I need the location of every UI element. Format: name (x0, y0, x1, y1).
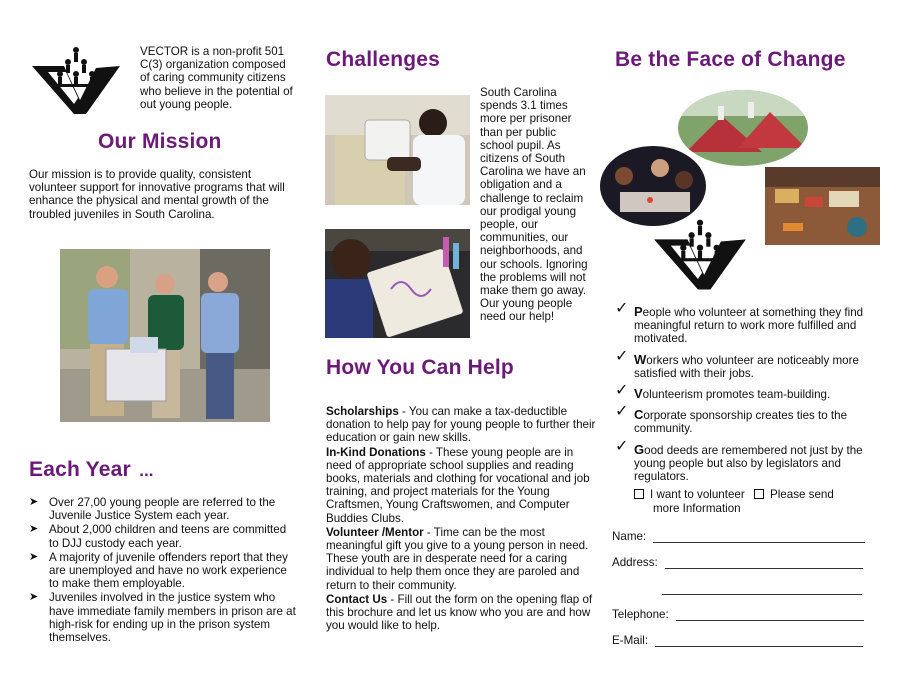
arrow-bullet-icon: ➤ (29, 496, 39, 508)
each-year-heading-wrap (29, 458, 153, 482)
volunteer-option[interactable]: I want to volunteer (634, 488, 745, 501)
info-option[interactable]: Please send (754, 488, 834, 501)
list-item: ✓ Good deeds are remembered not just by the young people but also by legislators and regulators. (615, 437, 863, 484)
name-field[interactable] (653, 532, 865, 543)
list-item: ➤ A majority of juvenile offenders report that they are unemployed and have no work experience to make them employable. (29, 550, 288, 591)
volunteers-photo (60, 249, 270, 422)
address-row-2 (662, 582, 862, 595)
mission-text: Our mission is to provide quality, consistent volunteer support for innovative programs that will enhance the physical and mental growth of the troubled juveniles in South Carolina. (29, 168, 285, 221)
telephone-field[interactable] (676, 610, 864, 621)
check-icon: ✓ (615, 347, 629, 365)
list-item: ➤ About 2,000 children and teens are committed to DJJ custody each year. (29, 523, 287, 550)
camping-photo (678, 90, 808, 166)
group-night-photo (600, 146, 706, 226)
help-item-contact: Contact Us - Fill out the form on the opening flap of this brochure and let us know who you are and how you would like to help. (326, 592, 593, 633)
check-icon: ✓ (615, 300, 629, 317)
email-field[interactable] (655, 636, 863, 647)
address-field-2[interactable] (662, 584, 862, 595)
info-checkbox[interactable] (754, 489, 764, 499)
telephone-label: Telephone: (612, 608, 669, 621)
each-year-ellipsis: ... (139, 461, 154, 480)
painting-photo (325, 229, 470, 338)
volunteer-checkbox[interactable] (634, 489, 644, 499)
address-field[interactable] (665, 558, 863, 569)
right-panel (600, 0, 900, 696)
help-heading: How You Can Help (326, 356, 514, 379)
face-of-change-heading: Be the Face of Change (615, 48, 846, 71)
check-icon: ✓ (615, 403, 629, 421)
challenges-text: South Carolina spends 3.1 times more per prisoner than per public school pupil. As citizens of South Carolina we have an obligation and a challenge to reclaim our prodigal young people, our communities, our neighborhoods, and our schools. Ignoring the problems will not make them go away. Our young people need our help! (480, 86, 588, 324)
arrow-bullet-icon: ➤ (29, 591, 39, 604)
email-row (612, 634, 863, 647)
name-label: Name: (612, 530, 647, 543)
each-year-list (27, 496, 299, 645)
info-option-line2: more Information (653, 502, 741, 515)
help-list (326, 405, 598, 633)
mission-heading: Our Mission (98, 130, 222, 153)
list-item: ➤ Juveniles involved in the justice system who have immediate family members in prison are at high-risk for ending up in the prison system themselves. (29, 591, 296, 645)
list-item: ➤ Over 27,00 young people are referred to the Juvenile Justice System each year. (29, 496, 276, 523)
left-panel (0, 0, 300, 696)
vector-logo (30, 44, 122, 116)
email-label: E-Mail: (612, 634, 649, 647)
crafts-photo (765, 167, 880, 245)
check-icon: ✓ (615, 437, 629, 455)
list-item: ✓ Workers who volunteer are noticeably more satisfied with their jobs. (615, 347, 859, 380)
check-icon: ✓ (615, 382, 629, 400)
address-label: Address: (612, 556, 658, 569)
list-item: ✓ People who volunteer at something they find meaningful return to work more fulfilled and motivated. (615, 300, 864, 346)
benefits-list (612, 300, 872, 490)
help-item-in-kind: In-Kind Donations - These young people are in need of appropriate school supplies and reading books, materials and clothing for vocational and job training, and project materials for the Young Craftsmen, Young Craftswomen, and Computer Buddies Clubs. (326, 445, 590, 525)
list-item: ✓ Volunteerism promotes team-building. (615, 382, 831, 402)
arrow-bullet-icon: ➤ (29, 523, 39, 536)
each-year-heading: Each Year (29, 458, 131, 481)
telephone-row (612, 608, 864, 621)
name-row (612, 530, 865, 543)
arrow-bullet-icon: ➤ (29, 550, 39, 563)
address-row (612, 556, 863, 569)
vector-logo-small (652, 216, 748, 292)
list-item: ✓ Corporate sponsorship creates ties to the community. (615, 403, 848, 436)
help-item-volunteer: Volunteer /Mentor - Time can be the most meaningful gift you give to a young person in need. These youth are in desperate need for a caring individual to help them once they are paroled and return to their community. (326, 525, 589, 592)
intro-text: VECTOR is a non-profit 501 C(3) organization composed of caring community citizens who believe in the potential of out young people. (140, 45, 293, 111)
sewing-photo (325, 95, 470, 205)
interest-options (634, 488, 884, 516)
help-item-scholarships: Scholarships - You can make a tax-deductible donation to help pay for young people to further their education or gain new skills. (326, 405, 596, 445)
middle-panel (300, 0, 600, 696)
challenges-heading: Challenges (326, 48, 441, 71)
